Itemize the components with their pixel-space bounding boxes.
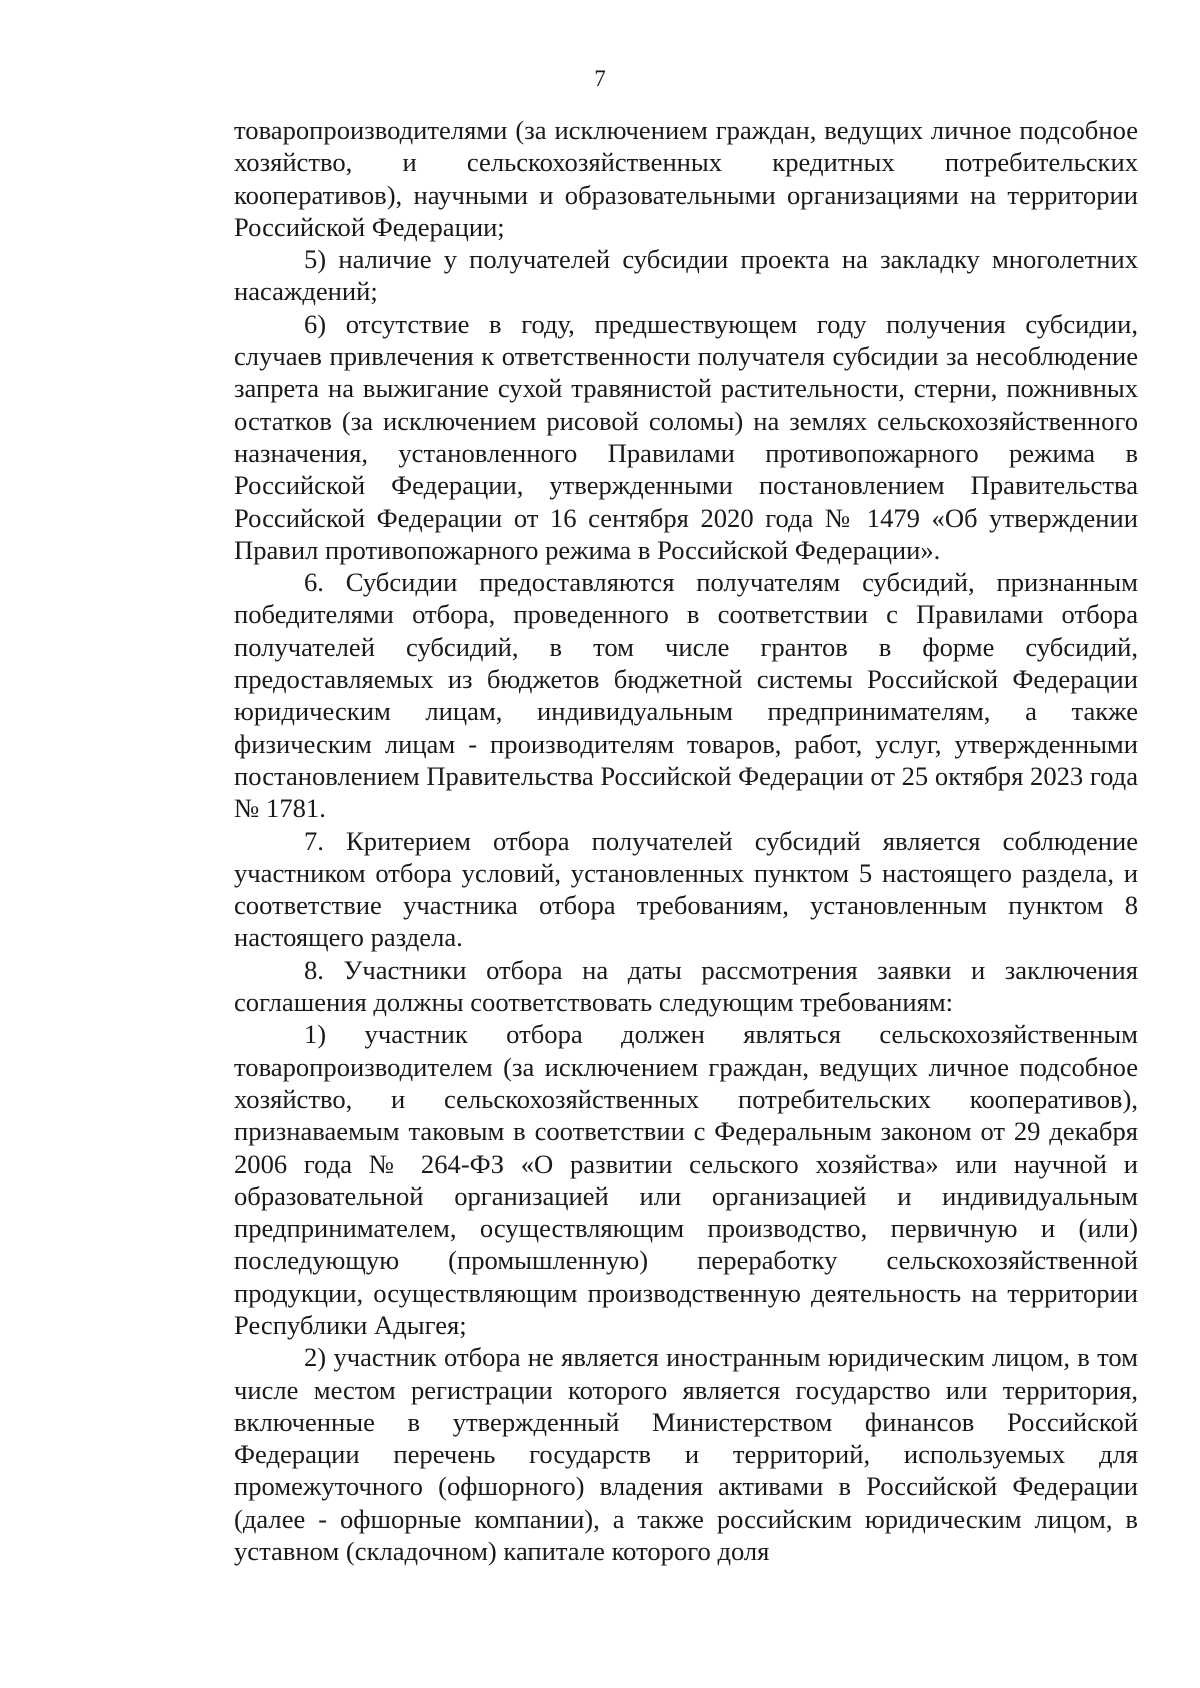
paragraph-item-5: 5) наличие у получателей субсидии проекта на закладку многолетних насаждений;	[234, 244, 1138, 307]
page-number: 7	[594, 66, 606, 91]
document-body	[234, 114, 1138, 1567]
paragraph-requirement-2: 2) участник отбора не является иностранным юридическим лицом, в том числе местом регистрации которого является государство или территория, включенные в утвержденный Министерством финансов Российской Федерации перечень государств и территорий, используемых для промежуточного (офшорного) владения активами в Российской Федерации (далее - офшорные компании), а также российским юридическим лицом, в уставном (складочном) капитале которого доля	[234, 1342, 1138, 1567]
paragraph-continuation: товаропроизводителями (за исключением граждан, ведущих личное подсобное хозяйство, и сельскохозяйственных кредитных потребительских кооперативов), научными и образовательными организациями на территории Российской Федерации;	[234, 115, 1138, 242]
paragraph-section-8: 8. Участники отбора на даты рассмотрения заявки и заключения соглашения должны соответствовать следующим требованиям:	[234, 954, 1138, 1018]
paragraph-requirement-1: 1) участник отбора должен являться сельскохозяйственным товаропроизводителем (за исключением граждан, ведущих личное подсобное хозяйство, и сельскохозяйственных потребительских кооперативов), признаваемым таковым в соответствии с Федеральным законом от 29 декабря 2006 года № 264-ФЗ «О развитии сельского хозяйства» или научной и образовательной организацией или организацией и индивидуальным предпринимателем, осуществляющим производство, первичную и (или) последующую (промышленную) переработку сельскохозяйственной продукции, осуществляющим производственную деятельность на территории Республики Адыгея;	[234, 1019, 1138, 1340]
paragraph-section-6: 6. Субсидии предоставляются получателям субсидий, признанным победителями отбора, проведенного в соответствии с Правилами отбора получателей субсидий, в том числе грантов в форме субсидий, предоставляемых из бюджетов бюджетной системы Российской Федерации юридическим лицам, индивидуальным предпринимателям, а также физическим лицам - производителям товаров, работ, услуг, утвержденными постановлением Правительства Российской Федерации от 25 октября 2023 года № 1781.	[234, 567, 1138, 824]
paragraph-section-7: 7. Критерием отбора получателей субсидий является соблюдение участником отбора условий, установленных пунктом 5 настоящего раздела, и соответствие участника отбора требованиям, установленным пунктом 8 настоящего раздела.	[234, 825, 1138, 953]
paragraph-item-6: 6) отсутствие в году, предшествующем году получения субсидии, случаев привлечения к ответственности получателя субсидии за несоблюдение запрета на выжигание сухой травянистой растительности, стерни, пожнивных остатков (за исключением рисовой соломы) на землях сельскохозяйственного назначения, установленного Правилами противопожарного режима в Российской Федерации, утвержденными постановлением Правительства Российской Федерации от 16 сентября 2020 года № 1479 «Об утверждении Правил противопожарного режима в Российской Федерации».	[234, 308, 1138, 565]
